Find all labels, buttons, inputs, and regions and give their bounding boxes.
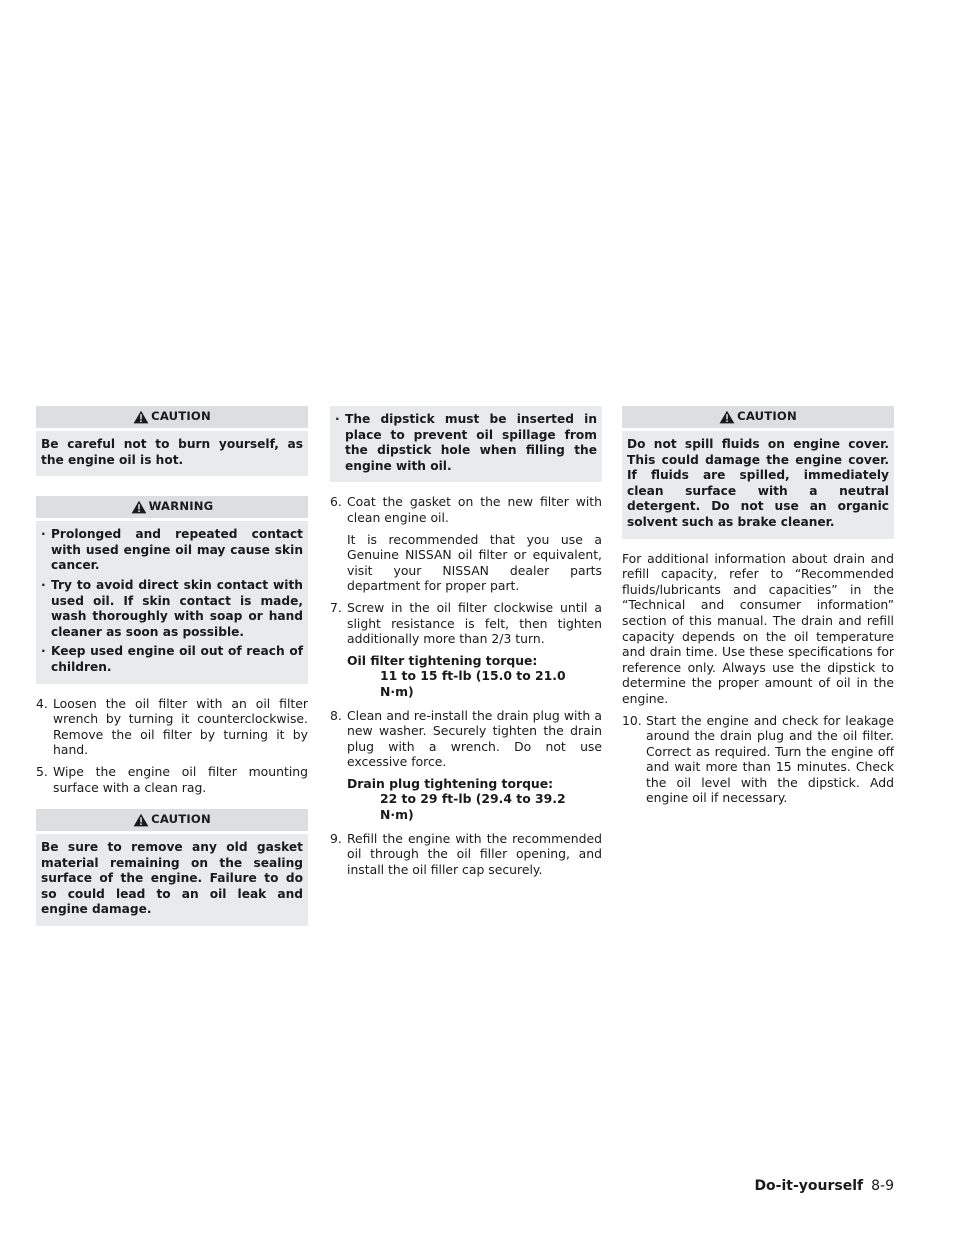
page-footer <box>754 1178 894 1194</box>
column-2 <box>330 406 602 883</box>
info-paragraph: For additional information about drain and refill capacity, refer to “Recommended fluids/lubricants and capacities” in the “Technical and consumer information” section of this manual. The drain and refill capacity depends on the oil temperature and drain time. Use these specifications for reference only. Always use the dipstick to determine the proper amount of oil in the engine. <box>622 550 894 706</box>
caution-text: Be sure to remove any old gasket material remaining on the sealing surface of the engine. Failure to do so could lead to an oil leak and engine damage. <box>36 834 308 926</box>
warning-triangle-icon <box>133 813 149 827</box>
warning-bullet: · Try to avoid direct skin contact with used oil. If skin contact is made, wash thoroughly with soap or hand cleaner as soon as possible. <box>41 577 303 639</box>
warning-bullet: · Keep used engine oil out of reach of children. <box>41 644 303 674</box>
step-6: 6. Coat the gasket on the new filter with clean engine oil. <box>330 494 602 525</box>
caution-text: Do not spill fluids on engine cover. This could damage the engine cover. If fluids are spilled, immediately clean surface with a neutral detergent. Do not use an organic solvent such as brake cleaner. <box>622 431 894 539</box>
spec-label: Drain plug tightening torque: <box>347 775 554 791</box>
warning-header <box>36 496 308 518</box>
warning-body <box>36 521 308 683</box>
warning-box <box>36 496 308 683</box>
step-10: 10. Start the engine and check for leakage around the drain plug and the oil filter. Correct as required. Turn the engine off and wait more than 15 minutes. Check the oil level with the dipstick. Add engine oil if necessary. <box>622 712 894 806</box>
warning-triangle-icon <box>719 410 735 424</box>
section-title: Do-it-yourself <box>754 1178 864 1194</box>
page-number: 8-9 <box>871 1178 894 1194</box>
caution-continued-body <box>330 406 602 482</box>
caution-continued-box <box>330 406 602 482</box>
column-1 <box>36 406 308 938</box>
caution-title: CAUTION <box>737 409 797 424</box>
warning-triangle-icon <box>131 500 147 514</box>
warning-title: WARNING <box>148 499 214 514</box>
spec-label: Oil filter tightening torque: <box>347 652 538 668</box>
caution-title: CAUTION <box>151 812 211 827</box>
caution-bullet: · The dipstick must be inserted in place to prevent oil spillage from the dipstick hole when filling the engine with oil. <box>335 412 597 473</box>
caution-box <box>622 406 894 539</box>
step-9: 9. Refill the engine with the recommended oil through the oil filler opening, and install the oil filler cap securely. <box>330 830 602 877</box>
caution-header <box>36 809 308 831</box>
caution-header <box>36 406 308 428</box>
spec-value: 22 to 29 ft-lb (29.4 to 39.2 N·m) <box>380 791 566 823</box>
spec-value: 11 to 15 ft-lb (15.0 to 21.0 N·m) <box>380 668 566 699</box>
step-4: 4. Loosen the oil filter with an oil filter wrench by turning it counterclockwise. Remove the oil filter by turning it by hand. <box>36 695 308 758</box>
step-7: 7. Screw in the oil filter clockwise until a slight resistance is felt, then tighten additionally more than 2/3 turn. <box>330 599 602 647</box>
caution-header <box>622 406 894 428</box>
caution-text: Be careful not to burn yourself, as the engine oil is hot. <box>36 431 308 476</box>
caution-title: CAUTION <box>151 409 211 424</box>
warning-bullet: · Prolonged and repeated contact with used engine oil may cause skin cancer. <box>41 527 303 573</box>
step-6-note: It is recommended that you use a Genuine NISSAN oil filter or equivalent, visit your NISSAN dealer parts department for proper part. <box>347 531 602 594</box>
caution-box <box>36 809 308 926</box>
warning-triangle-icon <box>133 410 149 424</box>
caution-box <box>36 406 308 476</box>
step-8: 8. Clean and re-install the drain plug with a new washer. Securely tighten the drain plug with a wrench. Do not use excessive force. <box>330 707 602 770</box>
column-3 <box>622 406 894 812</box>
step-5: 5. Wipe the engine oil filter mounting surface with a clean rag. <box>36 763 308 795</box>
